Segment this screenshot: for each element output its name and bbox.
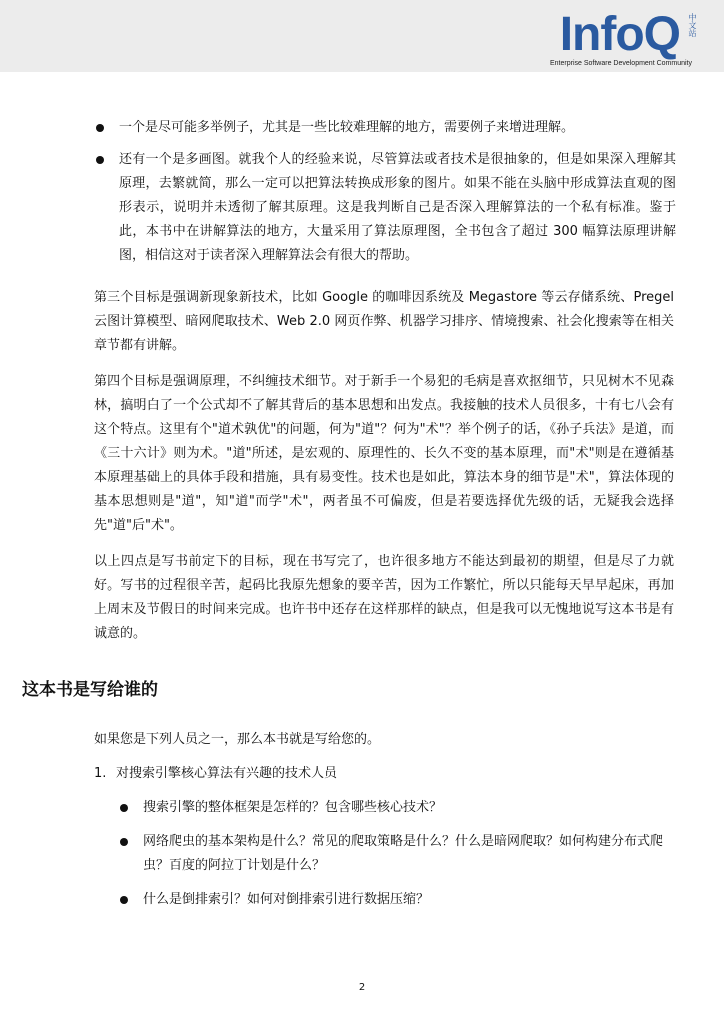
page-number: 2 [358, 982, 366, 993]
bullet-icon [96, 124, 104, 132]
bullet-icon [120, 896, 128, 904]
bullet-icon [120, 804, 128, 812]
list-item-text: 还有一个是多画图。就我个人的经验来说，尽管算法或者技术是很抽象的，但是如果深入理解其原理，去繁就简，那么一定可以把算法转换成形象的图片。如果不能在头脑中形成算法直观的图形表示，说明并未透彻了解其原理。这是我判断自己是否深入理解算法的一个私有标准。鉴于此，本书中在讲解算法的地方，大量采用了算法原理图，全书包含了超过 300 幅算法原理讲解图，相信这对于读者深入理解算法会有很大的帮助。 [119, 152, 676, 263]
numbered-item [94, 764, 337, 784]
section-title: 这本书是写给谁的 [22, 680, 158, 700]
infoq-logo[interactable] [538, 10, 698, 70]
list-item-text: 搜索引擎的整体框架是怎样的？包含哪些核心技术？ [143, 800, 443, 815]
paragraph: 以上四点是写书前定下的目标，现在书写完了，也许很多地方不能达到最初的期望，但是尽了力就好。写书的过程很辛苦，起码比我原先想象的要辛苦，因为工作繁忙，所以只能每天早早起床，再加上周末及节假日的时间来完成。也许书中还存在这样那样的缺点，但是我可以无愧地说写这本书是有诚意的。 [94, 554, 674, 641]
numbered-item-number: 1. [94, 766, 107, 781]
list-item-text: 一个是尽可能多举例子，尤其是一些比较难理解的地方，需要例子来增进理解。 [119, 120, 575, 135]
logo-vertical-text: 中文站 [688, 13, 697, 37]
list-item-text: 网络爬虫的基本架构是什么？常见的爬取策略是什么？什么是暗网爬取？如何构建分布式爬虫？百度的阿拉丁计划是什么？ [143, 834, 664, 873]
paragraph: 第四个目标是强调原理，不纠缠技术细节。对于新手一个易犯的毛病是喜欢抠细节，只见树木不见森林，搞明白了一个公式却不了解其背后的基本思想和出发点。我接触的技术人员很多，十有七八会有这个特点。这里有个"道术孰优"的问题，何为"道"？何为"术"？举个例子的话，《孙子兵法》是道，而《三十六计》则为术。"道"所述，是宏观的、原理性的、长久不变的基本原理，而"术"则是在遵循基本原理基础上的具体手段和措施，具有易变性。技术也是如此，算法本身的细节是"术"，算法体现的基本思想则是"道"，知"道"而学"术"，两者虽不可偏废，但是若要选择优先级的话，无疑我会选择先"道"后"术"。 [94, 374, 674, 533]
bullet-icon [96, 156, 104, 164]
numbered-item-text: 对搜索引擎核心算法有兴趣的技术人员 [116, 766, 338, 781]
paragraph: 第三个目标是强调新现象新技术，比如 Google 的咖啡因系统及 Megastore 等云存储系统、Pregel 云图计算模型、暗网爬取技术、Web 2.0 网页作弊、机器学习排序、情境搜索、社会化搜索等在相关章节都有讲解。 [94, 290, 674, 353]
logo-tagline: Enterprise Software Development Community [549, 60, 692, 67]
list-item-text: 什么是倒排索引？如何对倒排索引进行数据压缩？ [143, 892, 430, 907]
logo-wordmark: InfoQ [559, 8, 680, 61]
section-intro: 如果您是下列人员之一，那么本书就是写给您的。 [94, 732, 381, 747]
bullet-icon [120, 838, 128, 846]
header-band [0, 0, 724, 72]
